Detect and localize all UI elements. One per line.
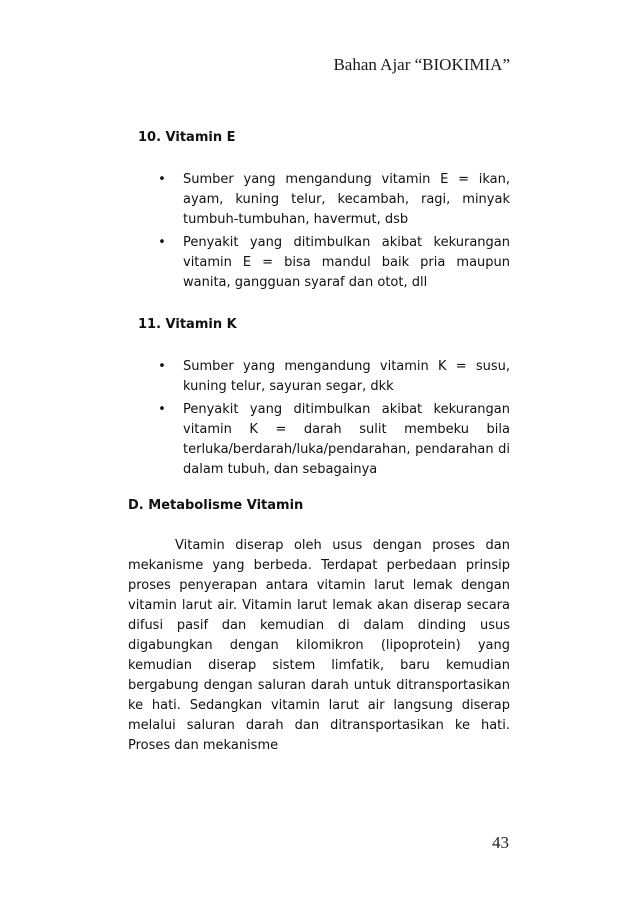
vitamin-e-list: [128, 170, 510, 293]
bullet-icon: •: [158, 235, 166, 250]
list-item-text: Penyakit yang ditimbulkan akibat kekurangan vitamin E = bisa mandul baik pria maupun wanita, gangguan syaraf dan otot, dll: [183, 235, 510, 290]
body-paragraph: Vitamin diserap oleh usus dengan proses dan mekanisme yang berbeda. Terdapat perbedaan prinsip proses penyerapan antara vitamin larut lemak dengan vitamin larut air. Vitamin larut lemak akan diserap secara difusi pasif dan kemudian di dalam dinding usus digabungkan dengan kilomikron (lipoprotein) yang kemudian diserap sistem limfatik, baru kemudian bergabung dengan saluran darah untuk ditransportasikan ke hati. Sedangkan vitamin larut air langsung diserap melalui saluran darah dan ditransportasikan ke hati. Proses dan mekanisme: [128, 538, 510, 753]
running-header: Bahan Ajar “BIOKIMIA”: [333, 55, 510, 74]
vitamin-e-heading: 10. Vitamin E: [138, 130, 236, 145]
vitamin-k-list: [128, 357, 510, 480]
list-item-text: Sumber yang mengandung vitamin E = ikan, ayam, kuning telur, kecambah, ragi, minyak tumbuh-tumbuhan, havermut, dsb: [183, 172, 510, 227]
list-item: [128, 400, 510, 480]
bullet-icon: •: [158, 359, 166, 374]
list-item: [128, 233, 510, 293]
page-content: [128, 128, 510, 756]
bullet-icon: •: [158, 172, 166, 187]
section-title: D. Metabolisme Vitamin: [128, 498, 304, 513]
page-number: 43: [492, 833, 509, 852]
bullet-icon: •: [158, 402, 166, 417]
vitamin-k-heading: 11. Vitamin K: [138, 317, 237, 332]
list-item-text: Sumber yang mengandung vitamin K = susu, kuning telur, sayuran segar, dkk: [183, 359, 510, 394]
list-item-text: Penyakit yang ditimbulkan akibat kekurangan vitamin K = darah sulit membeku bila terluka/berdarah/luka/pendarahan, pendarahan di dalam tubuh, dan sebagainya: [183, 402, 510, 477]
list-item: [128, 357, 510, 397]
list-item: [128, 170, 510, 230]
